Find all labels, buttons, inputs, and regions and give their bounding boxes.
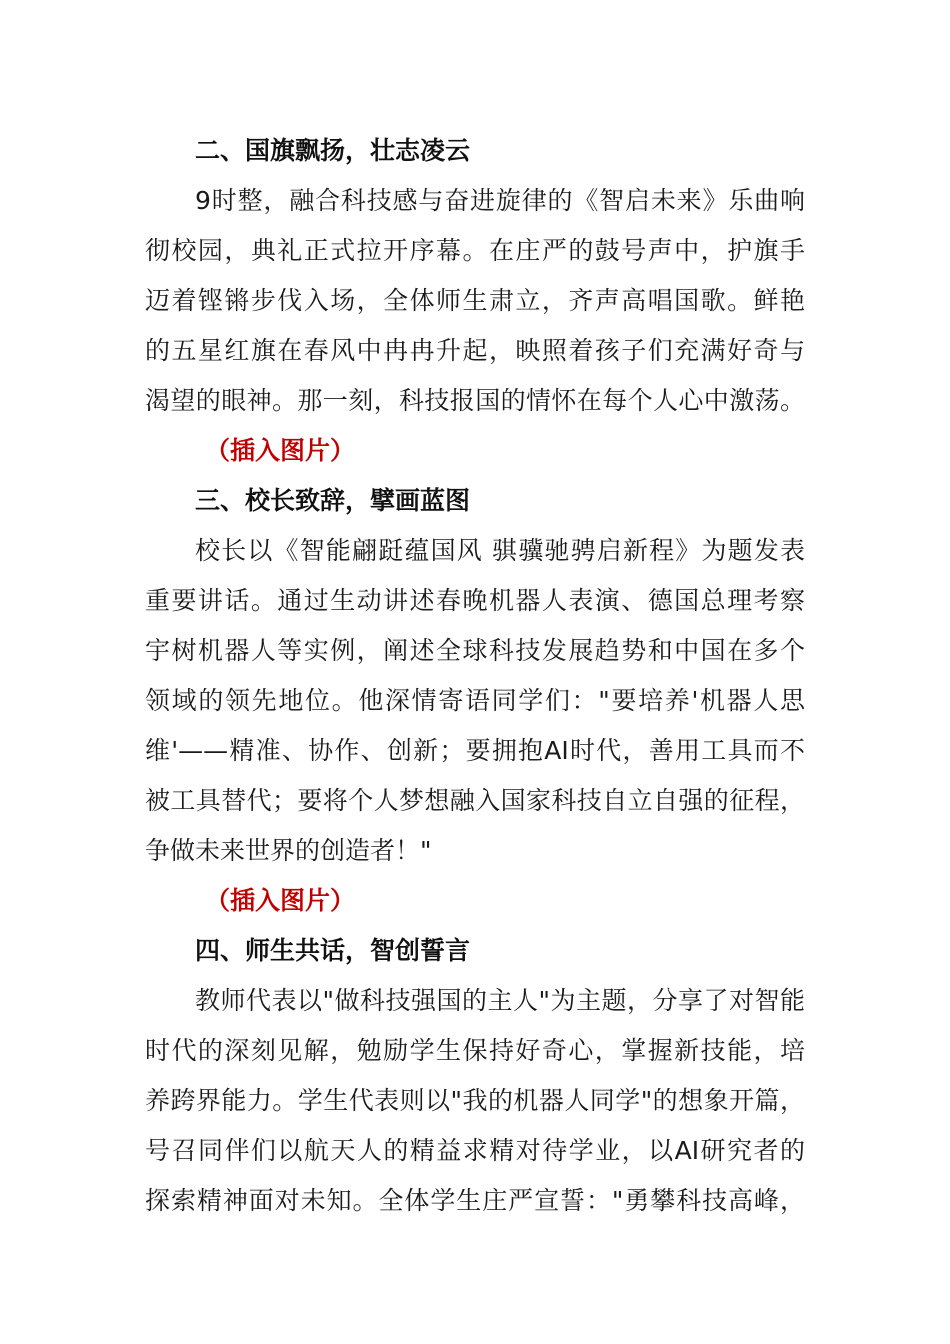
paragraph-line: 争做未来世界的创造者！" [145, 836, 432, 865]
paragraph-principal-speech [145, 526, 805, 876]
paragraph-line: 号召同伴们以航天人的精益求精对待学业，以AI研究者的 [145, 1136, 805, 1165]
paragraph-line: 彻校园，典礼正式拉开序幕。在庄严的鼓号声中，护旗手 [145, 236, 805, 265]
paragraph-line: 渴望的眼神。那一刻，科技报国的情怀在每个人心中激荡。 [145, 386, 805, 415]
paragraph-line: 领域的领先地位。他深情寄语同学们："要培养'机器人思 [145, 686, 805, 715]
paragraph-line: 9时整，融合科技感与奋进旋律的《智启未来》乐曲响 [195, 186, 805, 215]
paragraph-teacher-student [145, 976, 805, 1226]
paragraph-line: 维'——精准、协作、创新；要拥抱AI时代，善用工具而不 [145, 736, 805, 765]
section-heading-flag: 二、国旗飘扬，壮志凌云 [195, 136, 471, 165]
paragraph-line: 探索精神面对未知。全体学生庄严宣誓："勇攀科技高峰， [145, 1186, 805, 1215]
paragraph-line: 校长以《智能翩跹蕴国风 骐骥驰骋启新程》为题发表 [195, 536, 805, 565]
section-heading-principal: 三、校长致辞，擘画蓝图 [195, 486, 471, 515]
paragraph-line: 宇树机器人等实例，阐述全球科技发展趋势和中国在多个 [145, 636, 805, 665]
paragraph-line: 被工具替代；要将个人梦想融入国家科技自立自强的征程， [145, 786, 805, 815]
paragraph-line: 养跨界能力。学生代表则以"我的机器人同学"的想象开篇， [145, 1086, 805, 1115]
paragraph-line: 教师代表以"做科技强国的主人"为主题，分享了对智能 [195, 986, 805, 1015]
paragraph-line: 时代的深刻见解，勉励学生保持好奇心，掌握新技能，培 [145, 1036, 805, 1065]
paragraph-line: 的五星红旗在春风中冉冉升起，映照着孩子们充满好奇与 [145, 336, 805, 365]
insert-image-placeholder: （插入图片） [205, 886, 356, 915]
document-page [145, 126, 805, 1226]
paragraph-line: 重要讲话。通过生动讲述春晚机器人表演、德国总理考察 [145, 586, 805, 615]
insert-image-placeholder: （插入图片） [205, 436, 356, 465]
paragraph-flag-ceremony [145, 176, 805, 426]
section-heading-oath: 四、师生共话，智创誓言 [195, 936, 471, 965]
paragraph-line: 迈着铿锵步伐入场，全体师生肃立，齐声高唱国歌。鲜艳 [145, 286, 805, 315]
